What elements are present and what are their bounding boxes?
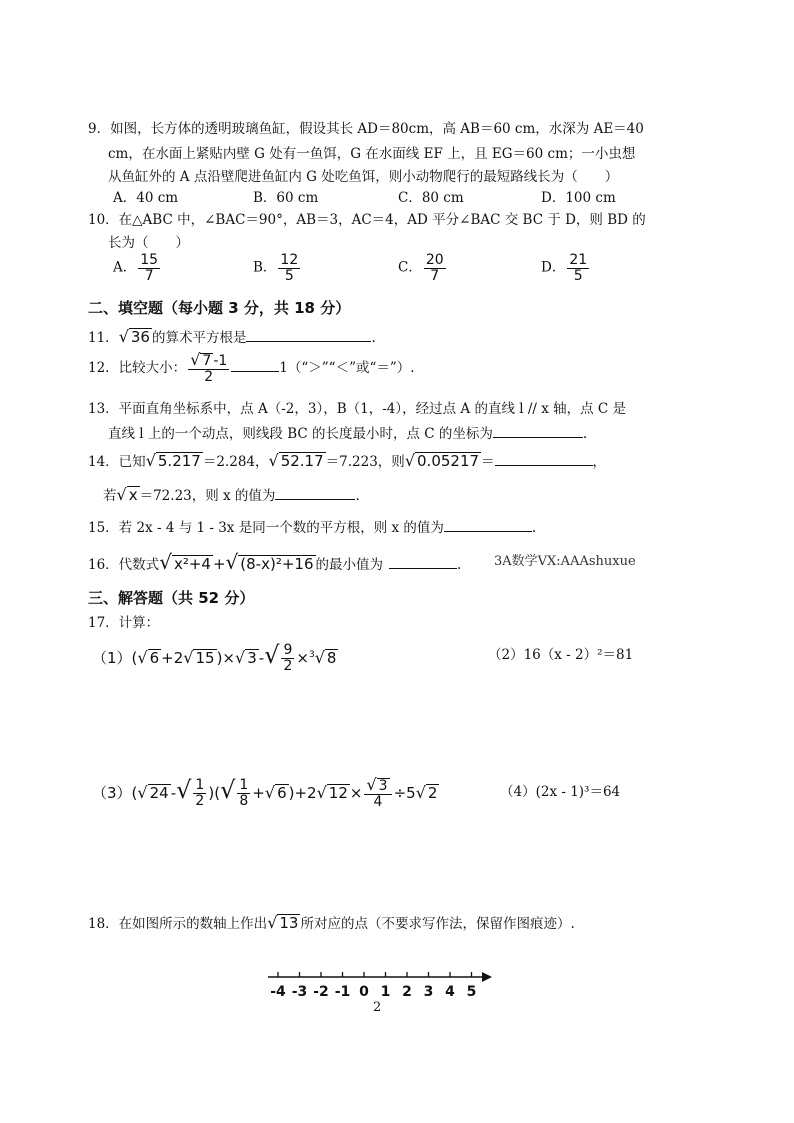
option-label: C． <box>398 259 422 276</box>
fraction: $\frac{9}{2}$ <box>283 642 293 674</box>
fraction: $\frac{√ 7 -1}{2}$ <box>190 350 228 386</box>
fraction: $\frac{20}{7}$ <box>425 252 444 284</box>
axis-tick-label: -3 <box>291 984 308 1000</box>
watermark-text: 3A数学VX:AAAshuxue <box>494 554 636 569</box>
q9-option-a: A．40 cm <box>113 190 179 206</box>
q17-title: 17．计算： <box>88 615 160 631</box>
q17-part2: （2）16（x - 2）²＝81 <box>488 647 634 663</box>
fraction: $\frac{12}{5}$ <box>280 252 299 284</box>
q10-option-d <box>541 253 591 283</box>
axis-tick-label: -2 <box>313 984 329 1000</box>
q14-line1: 14．已知√ 5.217 ＝2.284，√ 52.17 ＝7.223，则√ 0.05217 ＝ ， <box>88 451 607 470</box>
q10-line1: 10．在△ABC 中，∠BAC＝90°，AB＝3，AC＝4，AD 平分∠BAC 交 BC 于 D，则 BD 的 <box>88 212 646 228</box>
q11: 11．√ 36 的算术平方根是 . <box>88 327 376 346</box>
fraction: $\frac{15}{7}$ <box>140 252 159 284</box>
axis-arrow <box>482 972 492 982</box>
q17-part3: （3）(√ 24 -√ $\frac{1}{2}$ )(√ $\frac{1}{8}$ +√ 6 )+2√ 12 × $\frac{√ 3}{4}$ ÷5√ 2 <box>92 774 438 811</box>
q10-line2: 长为（ ） <box>108 235 189 251</box>
option-label: A． <box>113 259 137 276</box>
q9-line3: 从鱼缸外的 A 点沿壁爬进鱼缸内 G 处吃鱼饵，则小动物爬行的最短路线长为（ ） <box>108 169 619 185</box>
axis-tick-label: -4 <box>270 984 286 1000</box>
q12: 12．比较大小： $\frac{√ 7 -1}{2}$ 1（“＞”“＜”或“＝”）. <box>88 350 415 386</box>
option-label: B． <box>253 259 277 276</box>
axis-tick-label: -1 <box>334 984 351 1000</box>
q17-part4: （4）(2x - 1)³＝64 <box>500 784 621 800</box>
fraction: $\frac{1}{8}$ <box>239 777 249 809</box>
q17-part1: （1）(√ 6 +2√ 15 )×√ 3 -√ $\frac{9}{2}$ ×$^3$√ 8 <box>92 641 337 674</box>
option-label: D． <box>541 259 566 276</box>
axis-tick-label: 4 <box>445 984 455 1000</box>
q16: 16．代数式√ x²+4 +√ (8-x)²+16 的最小值为 . <box>88 550 462 574</box>
q9-option-d: D．100 cm <box>541 190 616 206</box>
q9-line2: cm，在水面上紧贴内壁 G 处有一鱼饵，G 在水面线 EF 上，且 EG＝60 cm；一小虫想 <box>108 146 636 162</box>
q13-line2: 直线 l 上的一个动点，则线段 BC 的长度最小时，点 C 的坐标为 . <box>108 426 588 442</box>
axis-tick-label: 3 <box>423 984 434 1000</box>
q9-option-b: B．60 cm <box>253 190 319 206</box>
axis-tick-label: 0 <box>359 984 369 1000</box>
q14-line2: 若√ x ＝72.23，则 x 的值为 . <box>103 485 360 504</box>
fraction: $\frac{21}{5}$ <box>569 252 588 284</box>
q10-option-c <box>398 253 448 283</box>
q13-line1: 13．平面直角坐标系中，点 A（-2，3），B（1，-4），经过点 A 的直线 l // x 轴，点 C 是 <box>88 401 627 417</box>
section-2-heading: 二、填空题（每小题 3 分，共 18 分） <box>88 299 351 317</box>
q9-line1: 9．如图，长方体的透明玻璃鱼缸，假设其长 AD＝80cm，高 AB＝60 cm，水深为 AE＝40 <box>88 121 644 137</box>
axis-ticks <box>278 972 472 977</box>
q10-option-b <box>253 253 302 283</box>
axis-tick-label: 2 <box>402 984 412 1000</box>
section-3-heading: 三、解答题（共 52 分） <box>88 589 255 607</box>
fraction: $\frac{1}{2}$ <box>195 777 205 809</box>
q15: 15．若 2x - 4 与 1 - 3x 是同一个数的平方根，则 x 的值为 . <box>88 520 537 536</box>
axis-tick-label: 1 <box>380 984 391 1000</box>
q10-option-a <box>113 253 162 283</box>
fraction: $\frac{√ 3}{4}$ <box>364 777 391 810</box>
axis-tick-labels <box>270 984 476 1000</box>
page-number: 2 <box>373 1000 382 1015</box>
q9-option-c: C．80 cm <box>398 190 464 206</box>
axis-tick-label: 5 <box>466 984 477 1000</box>
q18: 18．在如图所示的数轴上作出√ 13 所对应的点（不要求写作法，保留作图痕迹）. <box>88 913 575 932</box>
